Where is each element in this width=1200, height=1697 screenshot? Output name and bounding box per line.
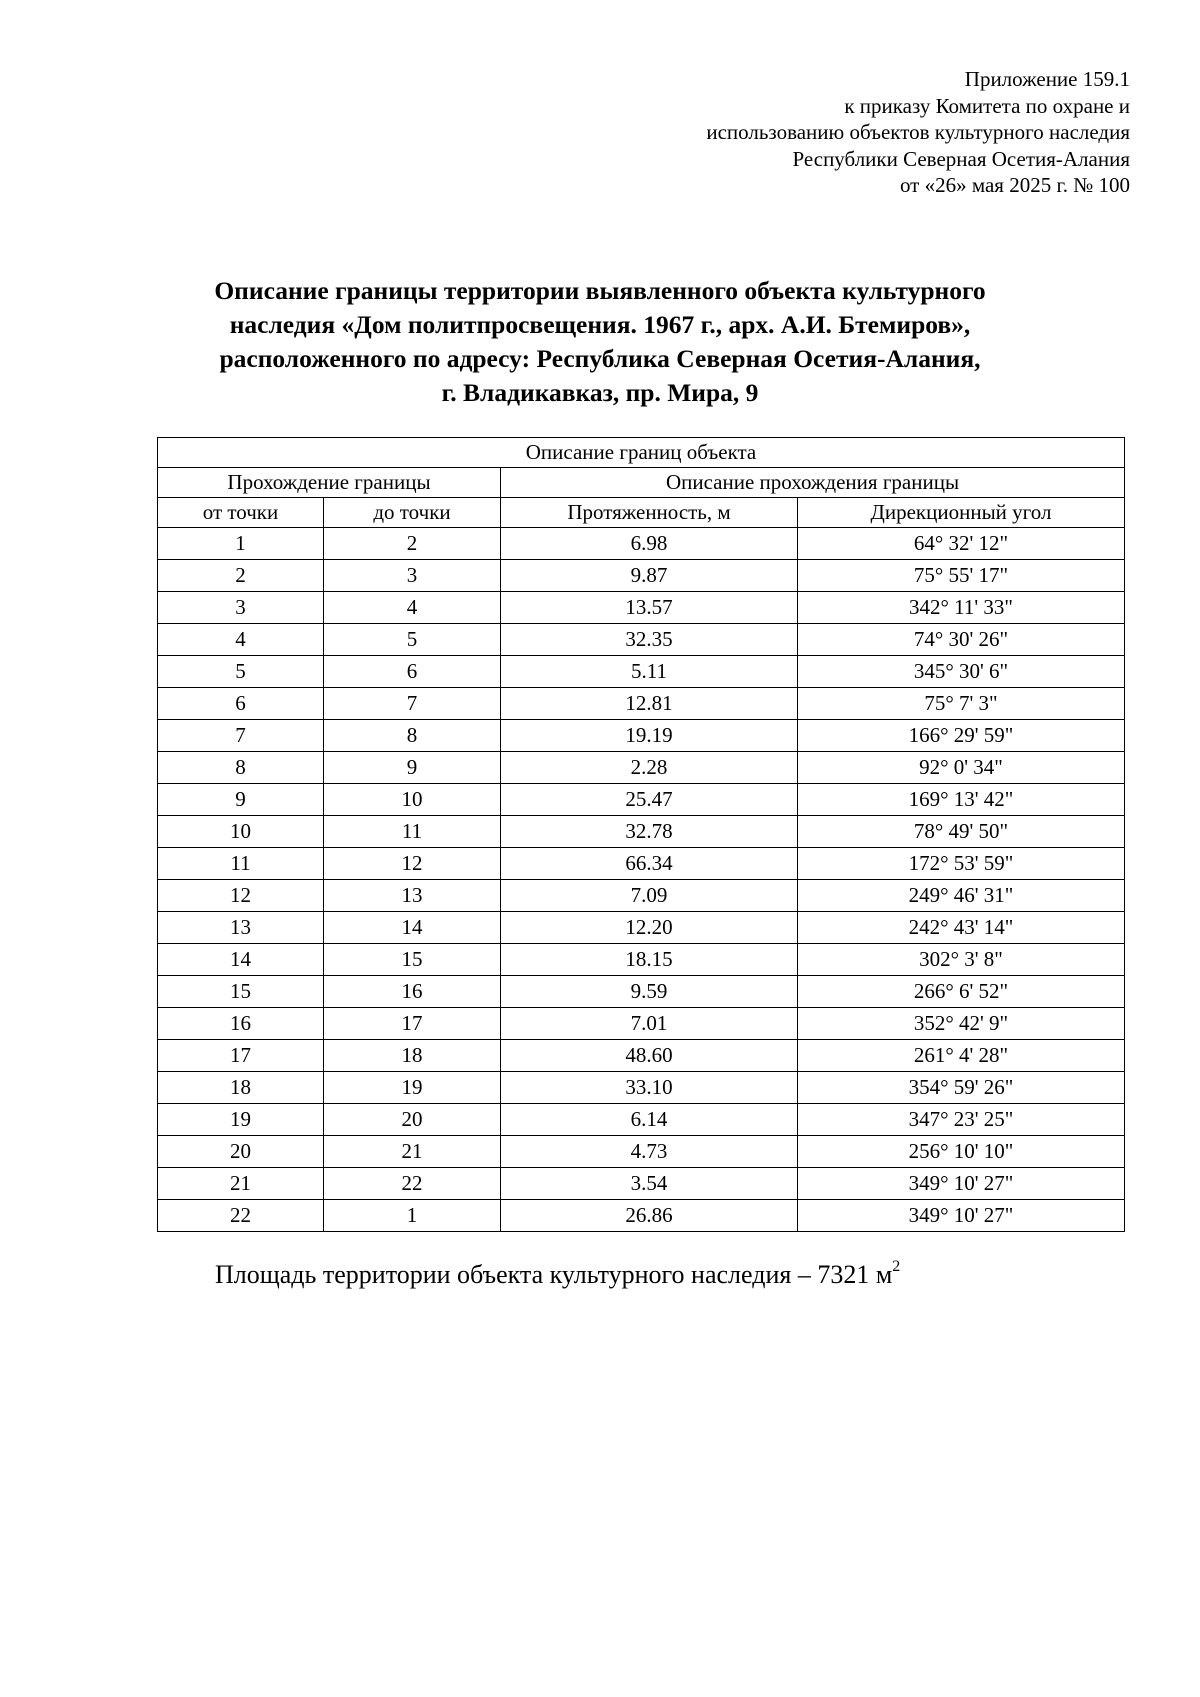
cell-length: 4.73 bbox=[501, 1136, 798, 1168]
table-row bbox=[158, 528, 1125, 560]
table-row bbox=[158, 1072, 1125, 1104]
table-row bbox=[158, 1136, 1125, 1168]
cell-to-point: 15 bbox=[324, 944, 501, 976]
cell-from-point: 17 bbox=[158, 1040, 324, 1072]
table-row bbox=[158, 1008, 1125, 1040]
title-line: г. Владикавказ, пр. Мира, 9 bbox=[441, 378, 759, 407]
cell-bearing: 166° 29' 59" bbox=[798, 720, 1125, 752]
appendix-line: Республики Северная Осетия-Алания bbox=[792, 146, 1130, 171]
cell-bearing: 64° 32' 12" bbox=[798, 528, 1125, 560]
cell-to-point: 9 bbox=[324, 752, 501, 784]
cell-length: 3.54 bbox=[501, 1168, 798, 1200]
table-caption: Описание границ объекта bbox=[158, 438, 1125, 468]
cell-from-point: 21 bbox=[158, 1168, 324, 1200]
cell-to-point: 22 bbox=[324, 1168, 501, 1200]
cell-bearing: 74° 30' 26" bbox=[798, 624, 1125, 656]
cell-to-point: 17 bbox=[324, 1008, 501, 1040]
cell-bearing: 354° 59' 26" bbox=[798, 1072, 1125, 1104]
cell-bearing: 242° 43' 14" bbox=[798, 912, 1125, 944]
header-group-passage: Прохождение границы bbox=[158, 468, 501, 498]
cell-from-point: 2 bbox=[158, 560, 324, 592]
cell-to-point: 10 bbox=[324, 784, 501, 816]
table-row bbox=[158, 944, 1125, 976]
title-line: Описание границы территории выявленного объекта культурного bbox=[214, 276, 986, 305]
cell-to-point: 8 bbox=[324, 720, 501, 752]
cell-from-point: 20 bbox=[158, 1136, 324, 1168]
cell-from-point: 7 bbox=[158, 720, 324, 752]
cell-length: 12.20 bbox=[501, 912, 798, 944]
cell-from-point: 9 bbox=[158, 784, 324, 816]
appendix-line: использованию объектов культурного наследия bbox=[706, 120, 1130, 144]
appendix-line: от «26» мая 2025 г. № 100 bbox=[899, 173, 1130, 197]
table-row bbox=[158, 624, 1125, 656]
cell-length: 32.78 bbox=[501, 816, 798, 848]
cell-length: 48.60 bbox=[501, 1040, 798, 1072]
table-row bbox=[158, 656, 1125, 688]
table-row bbox=[158, 688, 1125, 720]
cell-bearing: 349° 10' 27" bbox=[798, 1200, 1125, 1232]
table-body bbox=[158, 528, 1125, 1232]
cell-bearing: 302° 3' 8" bbox=[798, 944, 1125, 976]
cell-bearing: 75° 7' 3" bbox=[798, 688, 1125, 720]
area-statement bbox=[215, 1260, 900, 1290]
cell-to-point: 12 bbox=[324, 848, 501, 880]
cell-to-point: 19 bbox=[324, 1072, 501, 1104]
cell-bearing: 92° 0' 34" bbox=[798, 752, 1125, 784]
table-row bbox=[158, 976, 1125, 1008]
cell-length: 9.87 bbox=[501, 560, 798, 592]
cell-from-point: 6 bbox=[158, 688, 324, 720]
cell-from-point: 22 bbox=[158, 1200, 324, 1232]
table-row bbox=[158, 752, 1125, 784]
cell-bearing: 172° 53' 59" bbox=[798, 848, 1125, 880]
appendix-line: Приложение 159.1 bbox=[964, 67, 1130, 91]
cell-to-point: 13 bbox=[324, 880, 501, 912]
table-row bbox=[158, 592, 1125, 624]
cell-length: 7.01 bbox=[501, 1008, 798, 1040]
cell-length: 12.81 bbox=[501, 688, 798, 720]
appendix-line: к приказу Комитета по охране и bbox=[844, 93, 1130, 118]
cell-length: 9.59 bbox=[501, 976, 798, 1008]
cell-to-point: 20 bbox=[324, 1104, 501, 1136]
column-header-bearing: Дирекционный угол bbox=[798, 498, 1125, 528]
cell-to-point: 4 bbox=[324, 592, 501, 624]
table-row bbox=[158, 720, 1125, 752]
table-row bbox=[158, 1200, 1125, 1232]
table-row bbox=[158, 912, 1125, 944]
boundary-table bbox=[157, 437, 1125, 1232]
appendix-header bbox=[530, 66, 1130, 199]
cell-length: 13.57 bbox=[501, 592, 798, 624]
cell-from-point: 3 bbox=[158, 592, 324, 624]
table-row bbox=[158, 1168, 1125, 1200]
cell-bearing: 78° 49' 50" bbox=[798, 816, 1125, 848]
cell-to-point: 3 bbox=[324, 560, 501, 592]
cell-from-point: 1 bbox=[158, 528, 324, 560]
document-title bbox=[150, 274, 1050, 410]
cell-bearing: 347° 23' 25" bbox=[798, 1104, 1125, 1136]
table-row bbox=[158, 560, 1125, 592]
cell-from-point: 19 bbox=[158, 1104, 324, 1136]
cell-length: 7.09 bbox=[501, 880, 798, 912]
cell-length: 66.34 bbox=[501, 848, 798, 880]
column-header-length: Протяженность, м bbox=[501, 498, 798, 528]
cell-bearing: 249° 46' 31" bbox=[798, 880, 1125, 912]
title-line: расположенного по адресу: Республика Северная Осетия-Алания, bbox=[219, 344, 981, 373]
table-row bbox=[158, 1104, 1125, 1136]
cell-from-point: 10 bbox=[158, 816, 324, 848]
cell-bearing: 75° 55' 17" bbox=[798, 560, 1125, 592]
cell-from-point: 5 bbox=[158, 656, 324, 688]
cell-to-point: 7 bbox=[324, 688, 501, 720]
cell-length: 5.11 bbox=[501, 656, 798, 688]
cell-from-point: 16 bbox=[158, 1008, 324, 1040]
cell-length: 25.47 bbox=[501, 784, 798, 816]
cell-from-point: 13 bbox=[158, 912, 324, 944]
cell-length: 32.35 bbox=[501, 624, 798, 656]
cell-bearing: 266° 6' 52" bbox=[798, 976, 1125, 1008]
cell-to-point: 6 bbox=[324, 656, 501, 688]
area-text: Площадь территории объекта культурного наследия – 7321 м bbox=[215, 1260, 893, 1289]
cell-bearing: 169° 13' 42" bbox=[798, 784, 1125, 816]
cell-bearing: 261° 4' 28" bbox=[798, 1040, 1125, 1072]
cell-from-point: 11 bbox=[158, 848, 324, 880]
table-row bbox=[158, 784, 1125, 816]
cell-to-point: 2 bbox=[324, 528, 501, 560]
cell-length: 6.98 bbox=[501, 528, 798, 560]
cell-to-point: 1 bbox=[324, 1200, 501, 1232]
cell-length: 19.19 bbox=[501, 720, 798, 752]
cell-bearing: 352° 42' 9" bbox=[798, 1008, 1125, 1040]
cell-length: 2.28 bbox=[501, 752, 798, 784]
cell-to-point: 21 bbox=[324, 1136, 501, 1168]
cell-length: 33.10 bbox=[501, 1072, 798, 1104]
cell-bearing: 342° 11' 33" bbox=[798, 592, 1125, 624]
cell-from-point: 8 bbox=[158, 752, 324, 784]
cell-bearing: 256° 10' 10" bbox=[798, 1136, 1125, 1168]
table-row bbox=[158, 848, 1125, 880]
cell-length: 6.14 bbox=[501, 1104, 798, 1136]
cell-from-point: 14 bbox=[158, 944, 324, 976]
title-line: наследия «Дом политпросвещения. 1967 г., арх. А.И. Бтемиров», bbox=[229, 310, 971, 339]
column-header-to-point: до точки bbox=[324, 498, 501, 528]
cell-from-point: 18 bbox=[158, 1072, 324, 1104]
table-row bbox=[158, 1040, 1125, 1072]
cell-bearing: 345° 30' 6" bbox=[798, 656, 1125, 688]
column-header-from-point: от точки bbox=[158, 498, 324, 528]
cell-to-point: 11 bbox=[324, 816, 501, 848]
cell-length: 26.86 bbox=[501, 1200, 798, 1232]
cell-from-point: 15 bbox=[158, 976, 324, 1008]
cell-to-point: 16 bbox=[324, 976, 501, 1008]
cell-from-point: 4 bbox=[158, 624, 324, 656]
cell-bearing: 349° 10' 27" bbox=[798, 1168, 1125, 1200]
area-unit-superscript: 2 bbox=[892, 1258, 901, 1275]
cell-to-point: 18 bbox=[324, 1040, 501, 1072]
header-group-description: Описание прохождения границы bbox=[501, 468, 1125, 498]
cell-length: 18.15 bbox=[501, 944, 798, 976]
cell-from-point: 12 bbox=[158, 880, 324, 912]
cell-to-point: 5 bbox=[324, 624, 501, 656]
table-row bbox=[158, 816, 1125, 848]
cell-to-point: 14 bbox=[324, 912, 501, 944]
table-row bbox=[158, 880, 1125, 912]
